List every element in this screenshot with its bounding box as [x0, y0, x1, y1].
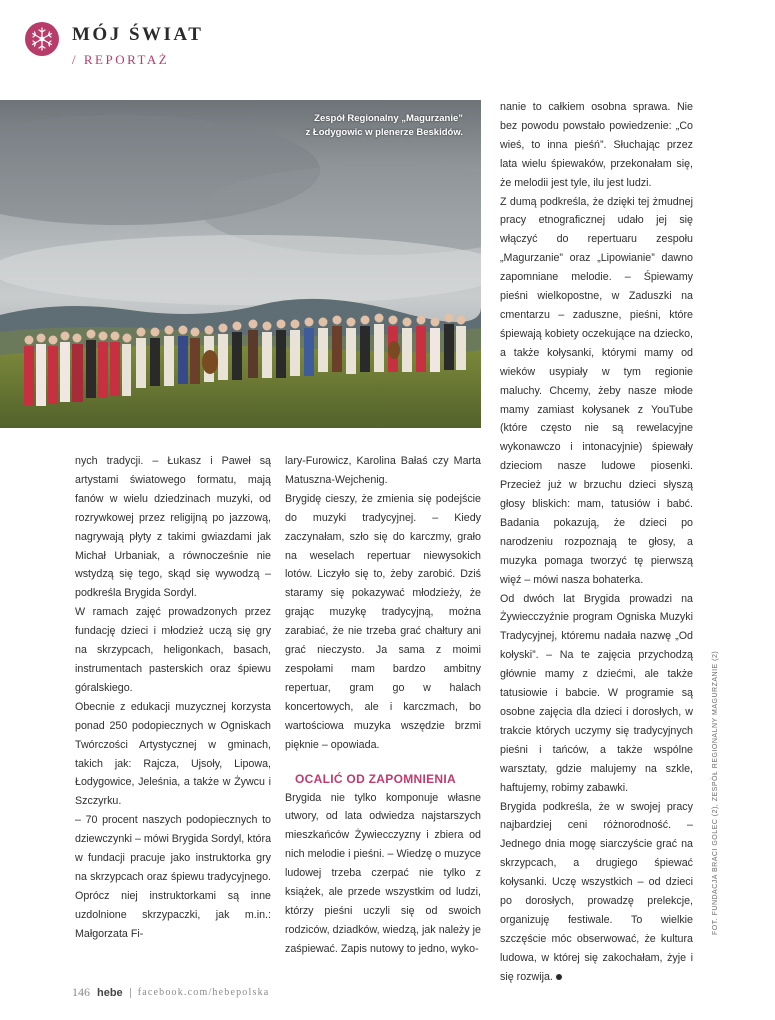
footer-divider — [130, 988, 131, 998]
paragraph: lary-Furowicz, Karolina Bałaś czy Marta Matuszna-Wejchenig. — [285, 455, 481, 486]
paragraph-text: Brygida podkreśla, że w swojej pracy najbardziej ceni różnorodność. – Jednego dnia mogę siarczyście grać na skrzypcach, a drugiego śpiewać kołysanki. Uczę wszystkich – od dzieci po dorosłych, prowadzę prelekcje, organizuję festiwale. To wielkie szczęście móc obserwować, że kultura ludowa, w której się zakochałam, żyje i się rozwija. — [500, 800, 693, 983]
paragraph: Brygidę cieszy, że zmienia się podejście do muzyki tradycyjnej. – Kiedy zaczynałam, szło się do karczmy, grało na weselach repertuar niewysokich lotów. Liczyło się to, żeby zarobić. Dziś staramy się pokazywać młodzieży, że grając muzykę tradycyjną, można zarabiać, że nie trzeba grać chałtury ani grać nieczysto. Ja sama z moimi zespołami mam bardzo ambitny repertuar, gram go w halach koncertowych, ale i karczmach, bo wartościowa muzyka wszędzie brzmi pięknie – opowiada. — [285, 492, 481, 751]
paragraph: – 70 procent naszych podopiecznych to dziewczynki – mówi Brygida Sordyl, która w fundacji pracuje jako instruktorka gry na skrzypcach oraz śpiewu tradycyjnego. Oprócz niej instruktorkami są inne uzdolnione skrzypaczki, jak m.in.: Małgorzata Fi- — [75, 814, 272, 940]
page-footer — [72, 985, 269, 1000]
brand-name: hebe — [97, 986, 123, 999]
brand-logo-icon — [25, 22, 59, 56]
folk-ensemble-image — [0, 100, 481, 428]
paragraph: Od dwóch lat Brygida prowadzi na Żywiecczyźnie program Ogniska Muzyki Tradycyjnej, któremu nadała nazwę „Od kołyski”. – Na te zajęcia przychodzą głównie mamy z dziećmi, ale także tatusiowie i babcie. W programie są osobne zajęcia dla dzieci i dorosłych, w trakcie których uczymy się tradycyjnych pieśni i tańców, a także wspólne warsztaty, gdzie malujemy na szkle, haftujemy, robimy zabawki. — [500, 592, 693, 794]
photo-caption — [263, 112, 463, 140]
paragraph-last — [500, 798, 693, 987]
page-number: 146 — [72, 985, 90, 999]
article-photo — [0, 100, 481, 428]
paragraph: Z dumą podkreśla, że dzięki tej żmudnej pracy etnograficznej udało jej się włączyć do repertuaru zespołu „Magurzanie” oraz „Lipowianie” dawno zapomniane melodie. – Śpiewamy pieśni wielkopostne, w Zaduszki na cmentarzu – zaduszne, pieśni, które śpiewają kobiety oczekujące na dziecko, a także kołysanki, którymi mamy od wieków usypiały w tym regionie maluchy. Chcemy, żeby nasze młode mamy zamiast kołysanek z YouTube (które często nie są rewelacyjne wykonawczo i intonacyjnie) śpiewały dzieciom nasze ludowe piosenki. Przecież już w brzuchu dzieci słyszą głosy bliskich: mam, tatusiów i babć. Badania pokazują, że dzieci po narodzeniu rozpoznają te głosy, a muzyka pomaga tworzyć tę pierwszą więź – mówi nasza bohaterka. — [500, 195, 693, 586]
end-mark-icon — [556, 974, 562, 980]
section-subtitle: / REPORTAŻ — [72, 52, 170, 67]
paragraph: W ramach zajęć prowadzonych przez fundację dzieci i młodzież uczą się gry na skrzypcach, heligonkach, basach, instrumentach pasterskich oraz śpiewu góralskiego. — [75, 606, 271, 694]
paragraph: nanie to całkiem osobna sprawa. Nie bez powodu powstało powiedzenie: „Co wieś, to inna pieśń”. Słuchając przez lata wielu śpiewaków, przekonałam się, że melodii jest tyle, ilu jest ludzi. — [500, 101, 693, 189]
article-column-3 — [500, 98, 693, 987]
paragraph: Obecnie z edukacji muzycznej korzysta ponad 250 podopiecznych w Ogniskach Twórczości Artystycznej w gminach, takich jak: Rajcza, Ujsoły, Lipowa, Łodygowice, Jeleśnia, a także w Żywcu i Szczyrku. — [75, 700, 271, 808]
paragraph: Brygida nie tylko komponuje własne utwory, od lata odwiedza najstarszych mieszkańców Żywiecczyzny i zbiera od nich melodie i pieśni. – Wiedzę o muzyce ludowej trzeba czerpać nie tylko z książek, ale przede wszystkim od ludzi, którzy pieśni uczyli się od swoich rodziców, dziadków, wiedzą, jak należy je zaśpiewać. Zapis nutowy to jedno, wyko- — [285, 791, 481, 955]
caption-line2: z Łodygowic w plenerze Beskidów. — [305, 127, 463, 138]
section-title: MÓJ ŚWIAT — [72, 24, 204, 45]
caption-line1: Zespół Regionalny „Magurzanie” — [314, 113, 463, 124]
photo-credit: FOT. FUNDACJA BRACI GOLEC (2), ZESPÓŁ REGIONALNY MAGURZANIE (2) — [712, 650, 719, 935]
article-column-2 — [285, 452, 481, 959]
paragraph: nych tradycji. – Łukasz i Paweł są artystami światowego formatu, mają fanów w wielu dziedzinach muzyki, od rozrywkowej przez religijną po jazzową, nagrywają płyty z takimi gwiazdami jak Michał Urbaniak, a równocześnie nie wstydzą się tego, skąd się wywodzą – podkreśla Brygida Sordyl. — [75, 455, 271, 600]
article-column-1 — [75, 452, 271, 944]
social-link[interactable]: facebook.com/hebepolska — [137, 987, 270, 998]
section-subheading: OCALIĆ OD ZAPOMNIENIA — [295, 771, 456, 786]
